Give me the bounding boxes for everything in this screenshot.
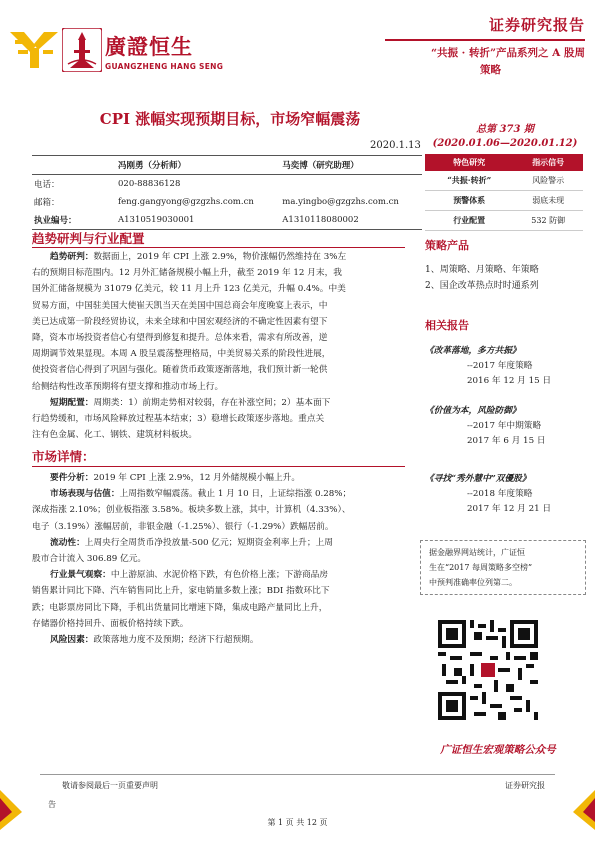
trend-paragraph: 趋势研判：数据面上，2019 年 CPI 上涨 2.9%，物价涨幅仍然维持在 3%左 右的预期目标范围内。12 月外汇储备规模小幅上升，截至 2019 年 12 月末，我 国外汇储备规模为 31079 亿美元，较 11 月上升 123 亿美元，升幅 0.4%。中美 贸易方面，中国驻美国大使崔天凯当天在美国中国总商会年度晚宴上表示，中 美已达成第一阶段经贸协议，未来全球和中国宏观经济的不确定性因素有望下 降，资本市场投资者信心有望得到修复和提升。总体来看，需求有所改善，逆 周期调节效果显现。本周 A 股呈震荡整理格局，中美贸易关系的阶段性进展， 使投资者信心得到了巩固与强化。随着货币政策逐渐落地，我们预计新一轮供 给侧结构性改革预期将有望支撑和推动市场上行。 短期配置：周期类：1）前期走势相对较弱，存在补涨空间；2）基本面下 行趋势缓和，市场风险释放过程基本结束；3）稳增长政策逐步落地。重点关 注有色金属、化工、钢铁、建筑材料板块。 bbox=[32, 252, 347, 441]
related-report[interactable]: 《改革落地，多方共振》 --2017 年度策略 2016 年 12 月 15 日 bbox=[425, 346, 552, 386]
market-item: 行业景气观察：中上游原油、水泥价格下跌，有色价格上涨；下游商品房 bbox=[50, 570, 328, 581]
page-number: 第 1 页 共 12 页 bbox=[267, 818, 328, 827]
signal-row: “共振·转折” 风险警示 bbox=[425, 171, 583, 191]
signal-row: 行业配置 532 防御 bbox=[425, 211, 583, 231]
ranking-note: 据金融界网站统计，广证恒 生在“2017 每周策略多空榜” 中预判准确率位列第二。 bbox=[420, 540, 586, 595]
author-2-email[interactable]: ma.yingbo@gzgzhs.com.cn bbox=[282, 197, 399, 207]
market-item: 要件分析：2019 年 CPI 上涨 2.9%，12 月外储规模小幅上升。 bbox=[50, 473, 301, 483]
section-divider bbox=[32, 466, 405, 467]
report-date: 2020.1.13 bbox=[370, 140, 421, 151]
issue-number: 总第 373 期 bbox=[476, 124, 534, 135]
related-report[interactable]: 《寻找“秀外慧中”双優股》 --2018 年度策略 2017 年 12 月 21 日 bbox=[425, 474, 552, 514]
footer-disclaimer[interactable]: 敬请参阅最后一页重要声明 bbox=[62, 781, 158, 790]
product-item[interactable]: 1、周策略、月策略、年策略 bbox=[425, 265, 539, 275]
market-item: 流动性：上周央行全周货币净投放量-500 亿元；短期资金利率上升；上周 bbox=[50, 537, 333, 548]
header-divider bbox=[385, 39, 585, 41]
footer-right-text: 证券研究报 bbox=[505, 781, 545, 790]
author-1-email[interactable]: feng.gangyong@gzgzhs.com.cn bbox=[118, 197, 254, 207]
market-details: 要件分析：2019 年 CPI 上涨 2.9%，12 月外储规模小幅上升。 市场表现与估值：上周指数窄幅震荡。截止 1 月 10 日，上证综指涨 0.28%； 深成指涨 2.10%；创业板指涨 3.58%。板块多数上涨，其中，计算机（4.33%）、 电子（3.19%）涨幅居前，非银金融（-1.25%）、银行（-1.29%）跌幅居前。 流动性：上周央行全周货币净投放量-500 亿元；短期资金利率上升；上周 股市合计流入 306.89 亿元。 行业景气观察：中上游原油、水泥价格下跌，有色价格上涨；下游商品房 销售累计同比下降、汽车销售同比上升，家电销量多数上涨；BDI 指数环比下 跌；电影票房同比下降，手机出货量同比增速下降，集成电路产量同比上升， 存储器价格持回升、面板价格持续下跌。 风险因素：政策落地力度不及预期；经济下行超预期。 bbox=[32, 470, 405, 648]
author-row: 电话： 020-88836128 bbox=[34, 179, 181, 190]
qr-code-icon[interactable] bbox=[438, 620, 538, 720]
market-item: 市场表现与估值：上周指数窄幅震荡。截止 1 月 10 日，上证综指涨 0.28%； bbox=[50, 489, 352, 500]
series-line-2: 策略 bbox=[480, 64, 501, 76]
signal-row: 预警体系 弱底未现 bbox=[425, 191, 583, 211]
author-row: 邮箱： feng.gangyong@gzgzhs.com.cn ma.yingbo@gzgzhs.com.cn bbox=[32, 193, 422, 211]
signal-table-header: 特色研究 bbox=[425, 154, 513, 171]
author-row: 执业编号： A1310519030001 A1310118080002 bbox=[32, 211, 422, 230]
qr-caption: 广证恒生宏观策略公众号 bbox=[440, 744, 556, 756]
product-item[interactable]: 2、国企改革热点时时通系列 bbox=[425, 281, 539, 291]
brand-name-cn: 廣證恒生 bbox=[105, 35, 193, 59]
report-type: 证券研究报告 bbox=[488, 16, 585, 34]
short-term-label: 短期配置： bbox=[50, 397, 94, 408]
report-header bbox=[385, 14, 585, 79]
signal-table-header: 指示信号 bbox=[513, 154, 583, 171]
related-report[interactable]: 《价值为本，风险防御》 --2017 年中期策略 2017 年 6 月 15 日 bbox=[425, 406, 546, 446]
author-2-head: 马奕博（研究助理） bbox=[280, 156, 422, 175]
products-list bbox=[425, 262, 585, 294]
series-line-1: “共振 · 转折”产品系列之 A 股周 bbox=[430, 47, 585, 59]
footer-divider bbox=[40, 774, 555, 775]
signal-table bbox=[425, 154, 583, 231]
issue-range: (2020.01.06—2020.01.12) bbox=[432, 138, 578, 149]
report-title: CPI 涨幅实现预期目标，市场窄幅震荡 bbox=[99, 110, 361, 128]
author-1-head: 冯刚勇（分析师） bbox=[116, 156, 280, 175]
products-heading: 策略产品 bbox=[425, 239, 469, 252]
section-heading-trend: 趋势研判与行业配置 bbox=[32, 231, 145, 246]
section-heading-market: 市场详情： bbox=[32, 449, 95, 464]
brand-name-en: GUANGZHENG HANG SENG bbox=[105, 62, 224, 71]
related-reports-heading: 相关报告 bbox=[425, 319, 469, 332]
market-item: 风险因素：政策落地力度不及预期；经济下行超预期。 bbox=[50, 635, 259, 646]
section-divider bbox=[32, 247, 405, 248]
tower-logo-icon bbox=[62, 28, 102, 72]
issue-info bbox=[430, 123, 580, 151]
brand-logo-text bbox=[105, 31, 223, 71]
brand-y-logo-icon bbox=[10, 30, 58, 70]
author-table bbox=[32, 155, 422, 230]
footer-disclaimer-tail: 告 bbox=[48, 800, 56, 809]
trend-label: 趋势研判： bbox=[50, 252, 94, 262]
